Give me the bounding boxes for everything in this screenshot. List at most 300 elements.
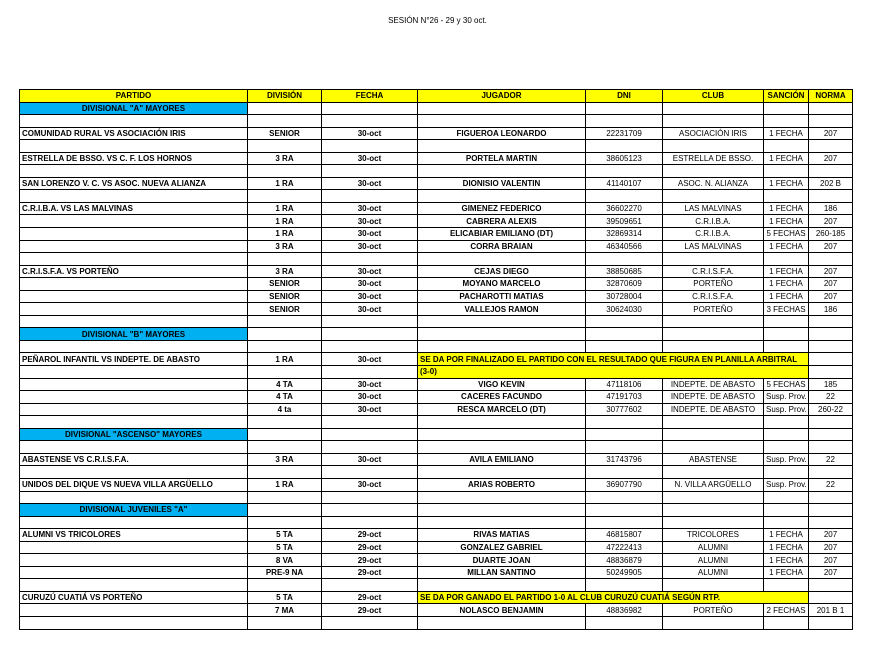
cell-date: 30-oct	[322, 265, 418, 278]
empty-cell	[764, 579, 809, 592]
cell-date: 30-oct	[322, 403, 418, 416]
empty-cell	[663, 165, 764, 178]
empty-cell	[586, 441, 663, 454]
cell-dni: 47222413	[586, 541, 663, 554]
empty-cell	[809, 466, 853, 479]
cell-sanction: 5 FECHAS	[764, 228, 809, 241]
cell-match	[20, 604, 248, 617]
spacer-row	[20, 491, 853, 504]
cell-norm: 207	[809, 265, 853, 278]
cell-match	[20, 215, 248, 228]
cell-sanction: 3 FECHAS	[764, 303, 809, 316]
cell-norm: 202 B	[809, 177, 853, 190]
empty-cell	[248, 190, 322, 203]
empty-cell	[418, 579, 586, 592]
cell-match	[20, 290, 248, 303]
cell-player: MOYANO MARCELO	[418, 278, 586, 291]
cell-division: 7 MA	[248, 604, 322, 617]
cell-dni: 31743796	[586, 453, 663, 466]
empty-cell	[809, 441, 853, 454]
empty-cell	[809, 253, 853, 266]
cell-club: N. VILLA ARGÜELLO	[663, 478, 764, 491]
cell-dni: 47118106	[586, 378, 663, 391]
empty-cell	[809, 616, 853, 629]
table-row	[20, 265, 853, 278]
table-row	[20, 303, 853, 316]
empty-cell	[248, 102, 322, 115]
empty-cell	[20, 190, 248, 203]
empty-cell	[586, 491, 663, 504]
empty-cell	[764, 315, 809, 328]
spacer-row	[20, 165, 853, 178]
cell-dni: 48836879	[586, 554, 663, 567]
cell-dni: 41140107	[586, 177, 663, 190]
cell-club: C.R.I.B.A.	[663, 215, 764, 228]
empty-cell	[663, 579, 764, 592]
cell-division: 4 TA	[248, 391, 322, 404]
header-dni: DNI	[586, 90, 663, 103]
cell-player: CACERES FACUNDO	[418, 391, 586, 404]
cell-club: ASOC. N. ALIANZA	[663, 177, 764, 190]
cell-date: 30-oct	[322, 228, 418, 241]
division-label: DIVISIONAL "A" MAYORES	[20, 102, 248, 115]
table-row	[20, 591, 853, 604]
cell-norm: 22	[809, 391, 853, 404]
table-row	[20, 228, 853, 241]
empty-cell	[663, 340, 764, 353]
empty-cell	[248, 416, 322, 429]
cell-player: AVILA EMILIANO	[418, 453, 586, 466]
table-row	[20, 290, 853, 303]
empty-cell	[418, 441, 586, 454]
cell-division: 5 TA	[248, 529, 322, 542]
cell-club: ASOCIACIÓN IRIS	[663, 127, 764, 140]
empty-cell	[764, 491, 809, 504]
table-row	[20, 566, 853, 579]
cell-sanction: Susp. Prov.	[764, 403, 809, 416]
cell-date: 30-oct	[322, 278, 418, 291]
cell-date: 30-oct	[322, 391, 418, 404]
empty-cell	[764, 340, 809, 353]
cell-norm: 22	[809, 478, 853, 491]
empty-cell	[663, 140, 764, 153]
empty-cell	[586, 140, 663, 153]
cell-dni: 47191703	[586, 391, 663, 404]
empty-cell	[764, 165, 809, 178]
cell-norm: 260-185	[809, 228, 853, 241]
cell-club: LAS MALVINAS	[663, 240, 764, 253]
cell-norm: 186	[809, 202, 853, 215]
empty-cell	[764, 253, 809, 266]
empty-cell	[322, 504, 418, 517]
empty-cell	[586, 102, 663, 115]
cell-division: PRE-9 NA	[248, 566, 322, 579]
cell-date: 30-oct	[322, 378, 418, 391]
spacer-row	[20, 466, 853, 479]
cell-division: 3 RA	[248, 453, 322, 466]
empty-cell	[586, 428, 663, 441]
table-row	[20, 378, 853, 391]
cell-norm: 207	[809, 240, 853, 253]
cell-dni: 39509651	[586, 215, 663, 228]
spacer-row	[20, 516, 853, 529]
empty-cell	[764, 516, 809, 529]
empty-cell	[322, 115, 418, 128]
cell-club: INDEPTE. DE ABASTO	[663, 391, 764, 404]
empty-cell	[248, 165, 322, 178]
cell-division: 3 RA	[248, 240, 322, 253]
cell-division: 1 RA	[248, 478, 322, 491]
header-match: PARTIDO	[20, 90, 248, 103]
cell-norm: 22	[809, 453, 853, 466]
spacer-row	[20, 616, 853, 629]
cell-norm: 207	[809, 290, 853, 303]
cell-date: 30-oct	[322, 215, 418, 228]
empty-cell	[418, 165, 586, 178]
cell-sanction: 2 FECHAS	[764, 604, 809, 617]
cell-club: ESTRELLA DE BSSO.	[663, 152, 764, 165]
empty-cell	[248, 340, 322, 353]
cell-player: ARIAS ROBERTO	[418, 478, 586, 491]
empty-cell	[418, 516, 586, 529]
cell-division: SENIOR	[248, 127, 322, 140]
cell-club: INDEPTE. DE ABASTO	[663, 403, 764, 416]
header-club: CLUB	[663, 90, 764, 103]
header-norm: NORMA	[809, 90, 853, 103]
empty-cell	[764, 140, 809, 153]
table-row	[20, 127, 853, 140]
empty-cell	[663, 416, 764, 429]
cell-division: 5 TA	[248, 541, 322, 554]
cell-club: TRICOLORES	[663, 529, 764, 542]
cell-sanction: 1 FECHA	[764, 529, 809, 542]
cell-sanction: 1 FECHA	[764, 127, 809, 140]
cell-player: DIONISIO VALENTIN	[418, 177, 586, 190]
division-row	[20, 328, 853, 341]
empty-cell	[586, 115, 663, 128]
empty-cell	[418, 428, 586, 441]
cell-match	[20, 303, 248, 316]
cell-player: CORRA BRAIAN	[418, 240, 586, 253]
cell-sanction: Susp. Prov.	[764, 453, 809, 466]
empty-cell	[764, 115, 809, 128]
empty-cell	[586, 165, 663, 178]
empty-cell	[322, 102, 418, 115]
cell-division: 1 RA	[248, 353, 322, 366]
cell-dni: 32869314	[586, 228, 663, 241]
cell-club: ABASTENSE	[663, 453, 764, 466]
empty-cell	[418, 491, 586, 504]
division-label: DIVISIONAL JUVENILES "A"	[20, 504, 248, 517]
table-header	[20, 90, 853, 103]
empty-cell	[809, 340, 853, 353]
empty-cell	[322, 416, 418, 429]
empty-cell	[809, 165, 853, 178]
empty-cell	[586, 466, 663, 479]
division-row	[20, 428, 853, 441]
empty-cell	[764, 466, 809, 479]
empty-cell	[248, 140, 322, 153]
division-label: DIVISIONAL "B" MAYORES	[20, 328, 248, 341]
cell-date: 30-oct	[322, 453, 418, 466]
cell-sanction: 1 FECHA	[764, 177, 809, 190]
cell-norm: 207	[809, 541, 853, 554]
empty-cell	[418, 504, 586, 517]
empty-cell	[248, 253, 322, 266]
empty-cell	[809, 366, 853, 379]
cell-player: MILLAN SANTINO	[418, 566, 586, 579]
empty-cell	[764, 428, 809, 441]
cell-date: 30-oct	[322, 353, 418, 366]
cell-match: ESTRELLA DE BSSO. VS C. F. LOS HORNOS	[20, 152, 248, 165]
table-row	[20, 541, 853, 554]
cell-dni: 48836982	[586, 604, 663, 617]
cell-date: 30-oct	[322, 240, 418, 253]
cell-dni: 46340566	[586, 240, 663, 253]
empty-cell	[809, 428, 853, 441]
cell-match: COMUNIDAD RURAL VS ASOCIACIÓN IRIS	[20, 127, 248, 140]
empty-cell	[586, 315, 663, 328]
empty-cell	[248, 579, 322, 592]
cell-date: 29-oct	[322, 554, 418, 567]
division-row	[20, 504, 853, 517]
cell-club: LAS MALVINAS	[663, 202, 764, 215]
spacer-row	[20, 441, 853, 454]
empty-cell	[20, 466, 248, 479]
empty-cell	[322, 441, 418, 454]
empty-cell	[20, 366, 248, 379]
cell-sanction: 1 FECHA	[764, 152, 809, 165]
spacer-row	[20, 579, 853, 592]
cell-match	[20, 403, 248, 416]
empty-cell	[809, 491, 853, 504]
empty-cell	[322, 328, 418, 341]
empty-cell	[322, 315, 418, 328]
empty-cell	[248, 504, 322, 517]
cell-match	[20, 554, 248, 567]
cell-norm: 260-22	[809, 403, 853, 416]
cell-norm: 185	[809, 378, 853, 391]
cell-club: C.R.I.S.F.A.	[663, 290, 764, 303]
table-row	[20, 391, 853, 404]
empty-cell	[322, 516, 418, 529]
cell-player: CEJAS DIEGO	[418, 265, 586, 278]
cell-division: 5 TA	[248, 591, 322, 604]
session-title: SESIÓN N°26 - 29 y 30 oct.	[388, 16, 487, 25]
table-row	[20, 152, 853, 165]
empty-cell	[809, 353, 853, 366]
empty-cell	[248, 491, 322, 504]
cell-sanction: 1 FECHA	[764, 202, 809, 215]
empty-cell	[20, 491, 248, 504]
cell-norm: 207	[809, 529, 853, 542]
empty-cell	[322, 340, 418, 353]
empty-cell	[322, 616, 418, 629]
cell-match	[20, 378, 248, 391]
cell-date: 30-oct	[322, 127, 418, 140]
empty-cell	[418, 102, 586, 115]
empty-cell	[663, 315, 764, 328]
resolution-note: SE DA POR FINALIZADO EL PARTIDO CON EL RESULTADO QUE FIGURA EN PLANILLA ARBITRAL	[418, 353, 809, 366]
empty-cell	[248, 328, 322, 341]
division-row	[20, 102, 853, 115]
cell-match: ABASTENSE VS C.R.I.S.F.A.	[20, 453, 248, 466]
empty-cell	[20, 579, 248, 592]
cell-player: RIVAS MATIAS	[418, 529, 586, 542]
empty-cell	[322, 165, 418, 178]
header-sanction: SANCIÓN	[764, 90, 809, 103]
cell-dni: 38605123	[586, 152, 663, 165]
empty-cell	[20, 516, 248, 529]
cell-dni: 30728004	[586, 290, 663, 303]
cell-date: 29-oct	[322, 591, 418, 604]
empty-cell	[248, 428, 322, 441]
empty-cell	[322, 190, 418, 203]
empty-cell	[586, 579, 663, 592]
table-row	[20, 403, 853, 416]
cell-club: ALUMNI	[663, 541, 764, 554]
cell-player: DUARTE JOAN	[418, 554, 586, 567]
empty-cell	[764, 102, 809, 115]
empty-cell	[586, 616, 663, 629]
empty-cell	[663, 115, 764, 128]
cell-match	[20, 541, 248, 554]
cell-club: ALUMNI	[663, 554, 764, 567]
empty-cell	[809, 102, 853, 115]
cell-sanction: Susp. Prov.	[764, 478, 809, 491]
empty-cell	[248, 441, 322, 454]
cell-norm: 207	[809, 554, 853, 567]
empty-cell	[20, 140, 248, 153]
cell-player: NOLASCO BENJAMIN	[418, 604, 586, 617]
spacer-row	[20, 315, 853, 328]
cell-player: ELICABIAR EMILIANO (DT)	[418, 228, 586, 241]
empty-cell	[764, 416, 809, 429]
cell-division: SENIOR	[248, 290, 322, 303]
cell-division: 3 RA	[248, 265, 322, 278]
empty-cell	[418, 140, 586, 153]
cell-division: 8 VA	[248, 554, 322, 567]
table-row	[20, 366, 853, 379]
empty-cell	[586, 504, 663, 517]
spacer-row	[20, 115, 853, 128]
empty-cell	[663, 491, 764, 504]
cell-norm: 207	[809, 278, 853, 291]
spacer-row	[20, 416, 853, 429]
table-row	[20, 215, 853, 228]
header-division: DIVISIÓN	[248, 90, 322, 103]
cell-club: C.R.I.S.F.A.	[663, 265, 764, 278]
cell-sanction: 5 FECHAS	[764, 378, 809, 391]
empty-cell	[20, 253, 248, 266]
cell-sanction: 1 FECHA	[764, 265, 809, 278]
empty-cell	[586, 190, 663, 203]
empty-cell	[248, 315, 322, 328]
table-row	[20, 478, 853, 491]
cell-match	[20, 240, 248, 253]
empty-cell	[418, 253, 586, 266]
cell-match	[20, 228, 248, 241]
empty-cell	[322, 140, 418, 153]
empty-cell	[248, 366, 322, 379]
table-row	[20, 353, 853, 366]
cell-dni: 30777602	[586, 403, 663, 416]
cell-sanction: 1 FECHA	[764, 541, 809, 554]
cell-match: CURUZÚ CUATIÁ VS PORTEÑO	[20, 591, 248, 604]
table-row	[20, 202, 853, 215]
cell-player: VIGO KEVIN	[418, 378, 586, 391]
empty-cell	[663, 190, 764, 203]
cell-sanction: 1 FECHA	[764, 240, 809, 253]
cell-date: 29-oct	[322, 566, 418, 579]
cell-dni: 46815807	[586, 529, 663, 542]
empty-cell	[809, 140, 853, 153]
cell-sanction: 1 FECHA	[764, 566, 809, 579]
cell-player: PACHAROTTI MATIAS	[418, 290, 586, 303]
cell-division: 1 RA	[248, 228, 322, 241]
empty-cell	[586, 340, 663, 353]
empty-cell	[663, 466, 764, 479]
cell-norm: 207	[809, 152, 853, 165]
empty-cell	[586, 253, 663, 266]
cell-norm: 201 B 1	[809, 604, 853, 617]
cell-division: 1 RA	[248, 215, 322, 228]
cell-player: CABRERA ALEXIS	[418, 215, 586, 228]
cell-dni: 30624030	[586, 303, 663, 316]
cell-sanction: 1 FECHA	[764, 290, 809, 303]
spacer-row	[20, 140, 853, 153]
cell-sanction: Susp. Prov.	[764, 391, 809, 404]
empty-cell	[586, 516, 663, 529]
cell-match	[20, 278, 248, 291]
empty-cell	[418, 340, 586, 353]
empty-cell	[663, 616, 764, 629]
cell-date: 29-oct	[322, 529, 418, 542]
cell-club: INDEPTE. DE ABASTO	[663, 378, 764, 391]
empty-cell	[322, 491, 418, 504]
empty-cell	[764, 504, 809, 517]
cell-player: VALLEJOS RAMON	[418, 303, 586, 316]
table-row	[20, 278, 853, 291]
table-row	[20, 177, 853, 190]
empty-cell	[809, 190, 853, 203]
cell-date: 30-oct	[322, 202, 418, 215]
empty-cell	[418, 190, 586, 203]
empty-cell	[809, 328, 853, 341]
empty-cell	[663, 516, 764, 529]
cell-player: FIGUEROA LEONARDO	[418, 127, 586, 140]
cell-club: ALUMNI	[663, 566, 764, 579]
cell-club: PORTEÑO	[663, 604, 764, 617]
cell-player: PORTELA MARTIN	[418, 152, 586, 165]
cell-player: GIMENEZ FEDERICO	[418, 202, 586, 215]
cell-norm: 186	[809, 303, 853, 316]
empty-cell	[764, 328, 809, 341]
empty-cell	[663, 428, 764, 441]
empty-cell	[809, 591, 853, 604]
cell-date: 30-oct	[322, 478, 418, 491]
header-date: FECHA	[322, 90, 418, 103]
cell-date: 30-oct	[322, 290, 418, 303]
empty-cell	[809, 504, 853, 517]
empty-cell	[418, 115, 586, 128]
empty-cell	[418, 328, 586, 341]
cell-match: UNIDOS DEL DIQUE VS NUEVA VILLA ARGÜELLO	[20, 478, 248, 491]
cell-club: PORTEÑO	[663, 278, 764, 291]
empty-cell	[764, 190, 809, 203]
cell-date: 29-oct	[322, 604, 418, 617]
empty-cell	[20, 340, 248, 353]
